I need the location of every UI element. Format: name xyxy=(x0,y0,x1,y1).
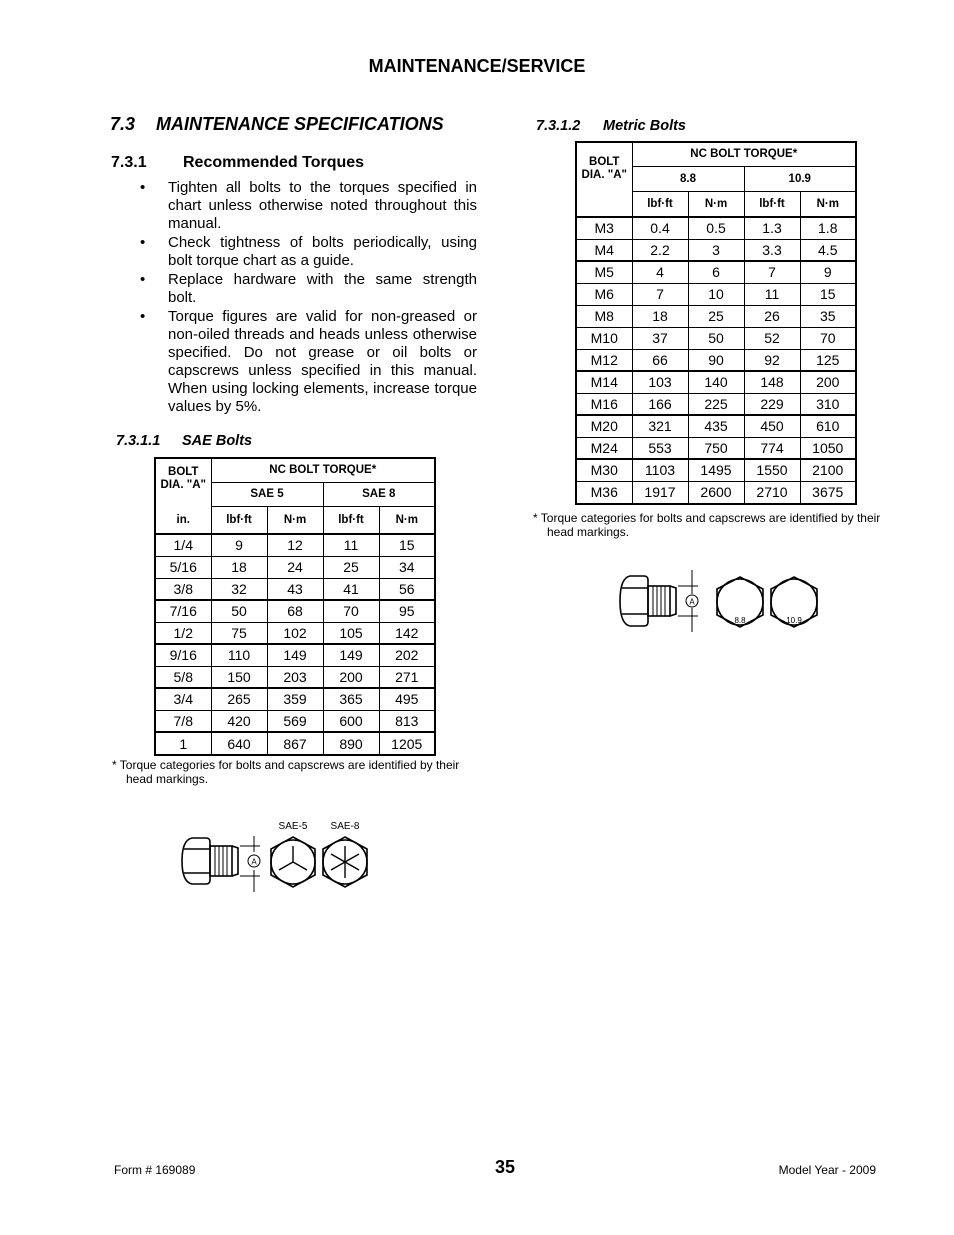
torque-header: NC BOLT TORQUE* xyxy=(632,142,856,166)
form-number: Form # 169089 xyxy=(114,1163,196,1177)
model-year: Model Year - 2009 xyxy=(778,1163,876,1177)
table-cell: 68 xyxy=(267,600,323,622)
bolt-dia-header: BOLT DIA. "A" xyxy=(155,458,211,506)
table-cell: 18 xyxy=(211,556,267,578)
dimension-marker: A xyxy=(251,857,257,867)
table-cell: 110 xyxy=(211,644,267,666)
metric-number: 7.3.1.2 xyxy=(536,118,581,134)
table-cell: 90 xyxy=(688,349,744,371)
table-cell: 495 xyxy=(379,688,435,710)
bolt-unit-header: in. xyxy=(155,506,211,534)
metric-footnote xyxy=(533,511,913,539)
table-cell: 1495 xyxy=(688,459,744,481)
table-cell: 41 xyxy=(323,578,379,600)
head-label-sae5: SAE-5 xyxy=(278,821,308,832)
table-cell: M12 xyxy=(576,349,632,371)
list-item: • Replace hardware with the same strength bolt. xyxy=(140,271,477,307)
grade-header: 10.9 xyxy=(744,166,856,191)
table-row xyxy=(576,437,856,459)
sae-torque-table xyxy=(154,457,436,756)
dimension-marker: A xyxy=(689,597,695,607)
table-row xyxy=(155,578,435,600)
table-row xyxy=(576,239,856,261)
table-cell: 3/8 xyxy=(155,578,211,600)
table-cell: 9/16 xyxy=(155,644,211,666)
table-cell: 140 xyxy=(688,371,744,393)
table-cell: M5 xyxy=(576,261,632,283)
table-cell: 5/8 xyxy=(155,666,211,688)
head-label-88: 8.8 xyxy=(734,616,746,625)
table-cell: 11 xyxy=(744,283,800,305)
table-cell: 867 xyxy=(267,732,323,755)
table-cell: M36 xyxy=(576,481,632,504)
table-cell: 2710 xyxy=(744,481,800,504)
table-row xyxy=(576,371,856,393)
sae-title: SAE Bolts xyxy=(182,433,253,449)
table-cell: 7 xyxy=(632,283,688,305)
table-cell: 271 xyxy=(379,666,435,688)
table-cell: 0.5 xyxy=(688,217,744,239)
table-cell: 50 xyxy=(211,600,267,622)
list-item: • Tighten all bolts to the torques specified in chart unless otherwise noted throughout this manual. xyxy=(140,179,477,233)
subsection-number: 7.3.1 xyxy=(111,154,147,171)
table-row xyxy=(155,622,435,644)
table-cell: 11 xyxy=(323,534,379,556)
table-cell: 34 xyxy=(379,556,435,578)
table-cell: 25 xyxy=(688,305,744,327)
table-cell: 148 xyxy=(744,371,800,393)
table-cell: 43 xyxy=(267,578,323,600)
unit-header: N·m xyxy=(800,191,856,217)
sae-number: 7.3.1.1 xyxy=(116,433,161,449)
table-cell: 203 xyxy=(267,666,323,688)
table-cell: 3.3 xyxy=(744,239,800,261)
table-cell: 1.8 xyxy=(800,217,856,239)
head-label-109: 10.9 xyxy=(786,616,802,625)
table-cell: 9 xyxy=(800,261,856,283)
table-row xyxy=(155,732,435,755)
table-cell: 18 xyxy=(632,305,688,327)
table-cell: 569 xyxy=(267,710,323,732)
table-cell: M8 xyxy=(576,305,632,327)
table-cell: 7/8 xyxy=(155,710,211,732)
table-row xyxy=(576,283,856,305)
table-cell: 813 xyxy=(379,710,435,732)
table-cell: 25 xyxy=(323,556,379,578)
table-cell: 4.5 xyxy=(800,239,856,261)
table-cell: 32 xyxy=(211,578,267,600)
table-cell: 1917 xyxy=(632,481,688,504)
table-cell: 1/2 xyxy=(155,622,211,644)
page-header: MAINTENANCE/SERVICE xyxy=(368,56,586,76)
footnote-line: * Torque categories for bolts and capscrews are identified by their xyxy=(112,758,460,772)
table-cell: M16 xyxy=(576,393,632,415)
table-cell: 52 xyxy=(744,327,800,349)
table-cell: 3675 xyxy=(800,481,856,504)
list-item: • Torque figures are valid for non-greased or non-oiled threads and heads unless otherwise specified. Do not grease or oil bolts or capscrews unless specified in this manual. When using locking elements, increase torque values by 5%. xyxy=(140,308,477,416)
table-cell: 450 xyxy=(744,415,800,437)
table-cell: 66 xyxy=(632,349,688,371)
table-cell: 95 xyxy=(379,600,435,622)
table-cell: 142 xyxy=(379,622,435,644)
table-cell: 2600 xyxy=(688,481,744,504)
unit-header: lbf·ft xyxy=(323,506,379,534)
table-row xyxy=(576,415,856,437)
section-number: 7.3 xyxy=(110,114,136,134)
table-cell: 7 xyxy=(744,261,800,283)
metric-title: Metric Bolts xyxy=(603,118,686,134)
table-cell: 5/16 xyxy=(155,556,211,578)
unit-header: lbf·ft xyxy=(744,191,800,217)
table-cell: M3 xyxy=(576,217,632,239)
sae-footnote xyxy=(112,758,482,786)
torque-guidelines-list xyxy=(140,179,477,417)
table-cell: 4 xyxy=(632,261,688,283)
table-cell: 750 xyxy=(688,437,744,459)
table-cell: 435 xyxy=(688,415,744,437)
table-cell: 553 xyxy=(632,437,688,459)
unit-header: N·m xyxy=(267,506,323,534)
table-cell: 229 xyxy=(744,393,800,415)
footnote-line: head markings. xyxy=(126,772,209,786)
table-cell: 105 xyxy=(323,622,379,644)
table-row xyxy=(155,556,435,578)
table-row xyxy=(576,349,856,371)
table-cell: 774 xyxy=(744,437,800,459)
torque-header: NC BOLT TORQUE* xyxy=(211,458,435,482)
table-cell: 420 xyxy=(211,710,267,732)
table-cell: 166 xyxy=(632,393,688,415)
table-row xyxy=(576,481,856,504)
head-label-sae8: SAE-8 xyxy=(330,821,360,832)
table-cell: 75 xyxy=(211,622,267,644)
table-cell: 7/16 xyxy=(155,600,211,622)
table-row xyxy=(155,534,435,556)
table-cell: 265 xyxy=(211,688,267,710)
table-cell: 56 xyxy=(379,578,435,600)
table-cell: 149 xyxy=(267,644,323,666)
table-cell: 890 xyxy=(323,732,379,755)
table-cell: 10 xyxy=(688,283,744,305)
subsection-title-text: Recommended Torques xyxy=(183,154,365,171)
table-row xyxy=(576,305,856,327)
table-cell: M6 xyxy=(576,283,632,305)
table-cell: 15 xyxy=(379,534,435,556)
table-cell: M14 xyxy=(576,371,632,393)
subsection-title xyxy=(111,154,364,172)
table-cell: 125 xyxy=(800,349,856,371)
table-cell: 1050 xyxy=(800,437,856,459)
table-cell: 202 xyxy=(379,644,435,666)
table-cell: 1.3 xyxy=(744,217,800,239)
table-cell: 103 xyxy=(632,371,688,393)
table-cell: 310 xyxy=(800,393,856,415)
table-cell: 150 xyxy=(211,666,267,688)
table-row xyxy=(576,327,856,349)
section-title-text: MAINTENANCE SPECIFICATIONS xyxy=(156,114,444,134)
section-title xyxy=(110,114,444,135)
table-cell: 365 xyxy=(323,688,379,710)
table-row xyxy=(576,459,856,481)
grade-header: 8.8 xyxy=(632,166,744,191)
table-cell: 37 xyxy=(632,327,688,349)
metric-torque-table xyxy=(575,141,857,505)
sae-bolts-heading xyxy=(116,433,252,449)
table-cell: M10 xyxy=(576,327,632,349)
table-row xyxy=(576,393,856,415)
table-cell: 15 xyxy=(800,283,856,305)
table-cell: 9 xyxy=(211,534,267,556)
table-row xyxy=(155,666,435,688)
table-cell: 359 xyxy=(267,688,323,710)
table-cell: 26 xyxy=(744,305,800,327)
table-cell: 1/4 xyxy=(155,534,211,556)
table-cell: M4 xyxy=(576,239,632,261)
table-cell: 3/4 xyxy=(155,688,211,710)
table-row xyxy=(155,644,435,666)
table-row xyxy=(576,261,856,283)
metric-bolts-heading xyxy=(536,118,686,134)
unit-header: N·m xyxy=(379,506,435,534)
table-cell: 640 xyxy=(211,732,267,755)
table-cell: 50 xyxy=(688,327,744,349)
table-row xyxy=(155,688,435,710)
table-cell: 35 xyxy=(800,305,856,327)
table-cell: 2100 xyxy=(800,459,856,481)
table-cell: 3 xyxy=(688,239,744,261)
table-cell: 1550 xyxy=(744,459,800,481)
table-cell: 225 xyxy=(688,393,744,415)
table-row xyxy=(576,217,856,239)
table-cell: 610 xyxy=(800,415,856,437)
metric-bolt-head-diagram xyxy=(616,568,826,634)
table-cell: 200 xyxy=(323,666,379,688)
sae-bolt-head-diagram xyxy=(178,818,388,894)
table-cell: M30 xyxy=(576,459,632,481)
grade-header: SAE 8 xyxy=(323,482,435,506)
table-cell: 1 xyxy=(155,732,211,755)
table-cell: 6 xyxy=(688,261,744,283)
table-cell: 149 xyxy=(323,644,379,666)
unit-header: lbf·ft xyxy=(632,191,688,217)
table-cell: 0.4 xyxy=(632,217,688,239)
table-cell: 102 xyxy=(267,622,323,644)
table-cell: M24 xyxy=(576,437,632,459)
table-cell: 24 xyxy=(267,556,323,578)
table-cell: 200 xyxy=(800,371,856,393)
table-cell: 1103 xyxy=(632,459,688,481)
table-cell: 70 xyxy=(800,327,856,349)
table-row xyxy=(155,710,435,732)
unit-header: N·m xyxy=(688,191,744,217)
table-cell: 321 xyxy=(632,415,688,437)
footnote-line: head markings. xyxy=(547,525,630,539)
table-row xyxy=(155,600,435,622)
table-cell: 1205 xyxy=(379,732,435,755)
table-cell: 2.2 xyxy=(632,239,688,261)
table-cell: M20 xyxy=(576,415,632,437)
page-number: 35 xyxy=(494,1157,516,1177)
grade-header: SAE 5 xyxy=(211,482,323,506)
table-cell: 600 xyxy=(323,710,379,732)
table-cell: 92 xyxy=(744,349,800,371)
table-cell: 12 xyxy=(267,534,323,556)
unit-header: lbf·ft xyxy=(211,506,267,534)
list-item: • Check tightness of bolts periodically, using bolt torque chart as a guide. xyxy=(140,234,477,270)
footnote-line: * Torque categories for bolts and capscrews are identified by their xyxy=(533,511,881,525)
bolt-dia-header: BOLT DIA. "A" xyxy=(576,142,632,217)
table-cell: 70 xyxy=(323,600,379,622)
